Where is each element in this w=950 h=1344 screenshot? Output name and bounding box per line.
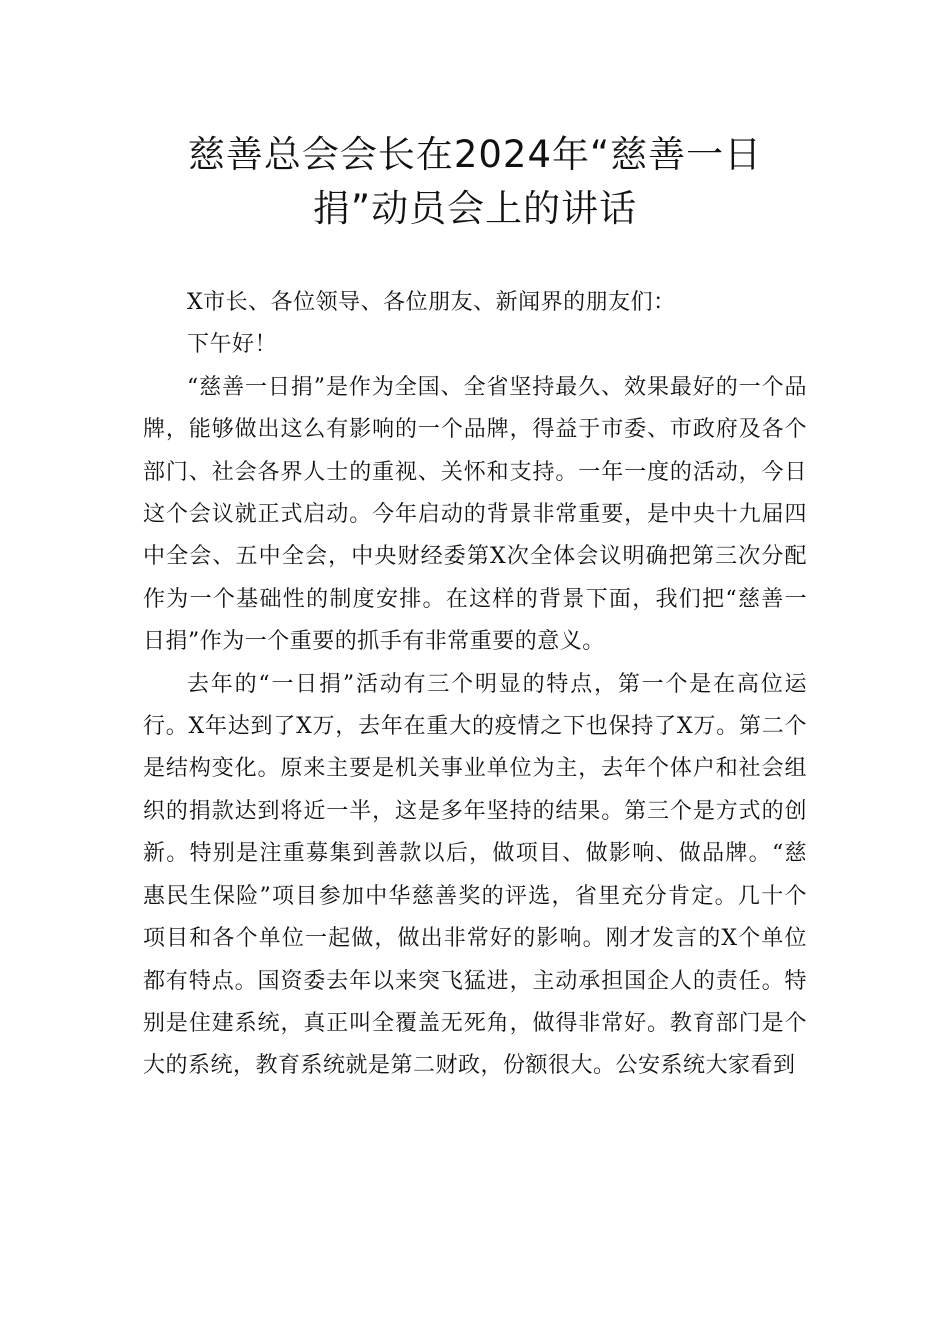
greeting: 下午好！ xyxy=(187,332,278,358)
title-line-1: 慈善总会会长在2024年“慈善一日 xyxy=(187,133,763,176)
document-body xyxy=(143,282,807,1088)
paragraph-1: “慈善一日捐”是作为全国、全省坚持最久、效果最好的一个品牌，能够做出这么有影响的一个品牌，得益于市委、市政府及各个部门、社会各界人士的重视、关怀和支持。一年一度的活动，今日这个会议就正式启动。今年启动的背景非常重要，是中央十九届四中全会、五中全会，中央财经委第X次全体会议明确把第三次分配作为一个基础性的制度安排。在这样的背景下面，我们把“慈善一日捐”作为一个重要的抓手有非常重要的意义。 xyxy=(143,374,807,655)
salutation: X市长、各位领导、各位朋友、新闻界的朋友们： xyxy=(187,290,676,315)
title-line-2: 捐”动员会上的讲话 xyxy=(312,187,638,230)
document-title xyxy=(140,128,810,236)
paragraph-2: 去年的“一日捐”活动有三个明显的特点，第一个是在高位运行。X年达到了X万，去年在重大的疫情之下也保持了X万。第二个是结构变化。原来主要是机关事业单位为主，去年个体户和社会组织的捐款达到将近一半，这是多年坚持的结果。第三个是方式的创新。特别是注重募集到善款以后，做项目、做影响、做品牌。“慈惠民生保险”项目参加中华慈善奖的评选，省里充分肯定。几十个项目和各个单位一起做，做出非常好的影响。刚才发言的X个单位都有特点。国资委去年以来突飞猛进，主动承担国企人的责任。特别是住建系统，真正叫全覆盖无死角，做得非常好。教育部门是个大的系统，教育系统就是第二财政，份额很大。公安系统大家看到 xyxy=(143,671,807,1079)
